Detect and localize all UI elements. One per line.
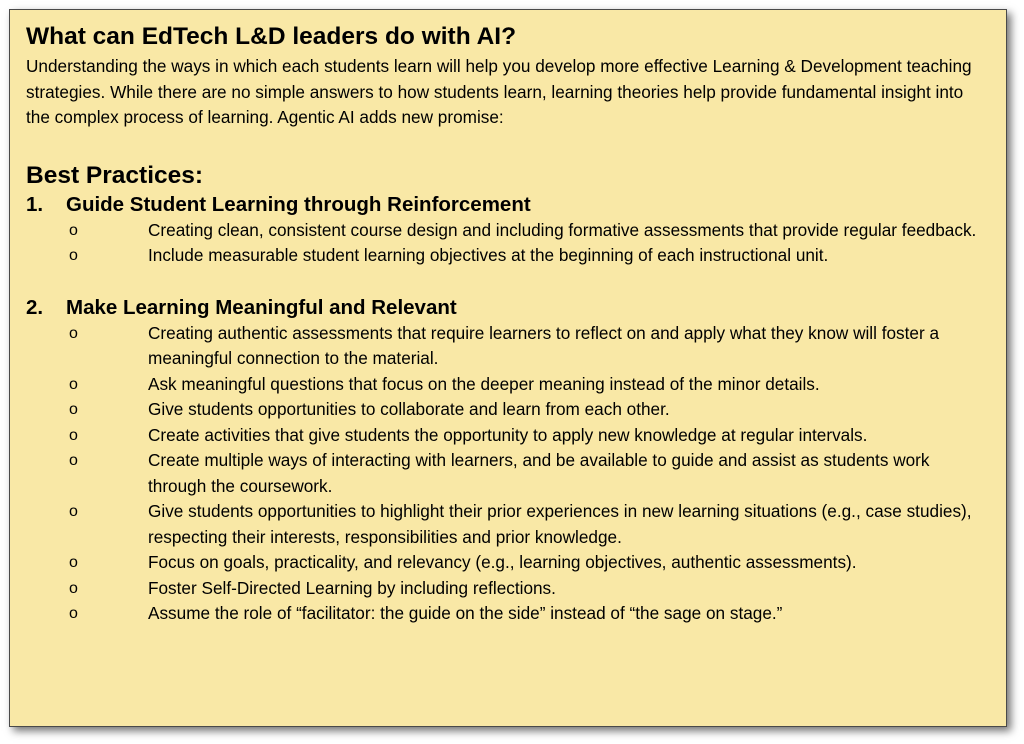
info-card [9,9,1007,727]
list-item-text: Ask meaningful questions that focus on the deeper meaning instead of the minor details. [148,373,820,394]
list-item-text: Assume the role of “facilitator: the guide on the side” instead of “the sage on stage.” [148,603,783,623]
section-2 [25,294,990,627]
bullet-icon: o [69,426,78,444]
list-item-text: Creating clean, consistent course design and including formative assessments that provide regular feedback. [148,219,977,240]
list-item-text: Include measurable student learning objectives at the beginning of each instructional unit. [148,245,829,265]
list-item [25,218,990,244]
list-item [25,397,990,423]
list-item [25,243,990,269]
list-item [25,448,990,499]
list-item [25,423,990,449]
section-heading [25,294,990,321]
bullet-icon: o [69,605,78,622]
section-1 [25,191,990,269]
section-number: 1. [26,192,44,216]
best-practices-heading: Best Practices: [26,161,204,189]
section-title: Guide Student Learning through Reinforcement [66,192,531,216]
list-item [25,550,990,576]
bullet-icon: o [69,375,78,393]
bullet-icon: o [69,247,78,264]
list-item [25,372,990,398]
section-number: 2. [26,295,44,319]
bullet-icon: o [69,401,78,418]
list-item [25,499,990,550]
list-item [25,576,990,602]
list-item-text: Foster Self-Directed Learning by including reflections. [148,577,556,598]
list-item-text: Give students opportunities to collaborate and learn from each other. [148,399,670,419]
list-item-text: Creating authentic assessments that require learners to reflect on and apply what they know will foster a meaningful connection to the material. [148,322,940,368]
bullet-icon: o [69,554,78,571]
list-item-text: Create activities that give students the opportunity to apply new knowledge at regular intervals. [148,424,868,445]
list-item-text: Give students opportunities to highlight their prior experiences in new learning situations (e.g., case studies), respecting their interests, responsibilities and prior knowledge. [148,501,972,547]
section-title: Make Learning Meaningful and Relevant [66,295,457,319]
bullet-icon: o [69,452,78,469]
bullet-list [25,321,990,627]
list-item-text: Create multiple ways of interacting with learners, and be available to guide and assist as students work through the coursework. [148,450,930,496]
list-item [25,601,990,627]
bullet-icon: o [69,221,78,239]
bullet-icon: o [69,579,78,597]
list-item-text: Focus on goals, practicality, and relevancy (e.g., learning objectives, authentic assessments). [148,552,857,572]
bullet-icon: o [69,324,78,342]
list-item [25,321,990,372]
intro-paragraph: Understanding the ways in which each students learn will help you develop more effective Learning & Development teaching strategies. While there are no simple answers to how students learn, learning theories help provide fundamental insight into the complex process of learning. Agentic AI adds new promise: [26,56,972,127]
page-title: What can EdTech L&D leaders do with AI? [26,23,517,50]
bullet-icon: o [69,503,78,520]
bullet-list [25,218,990,269]
section-heading [25,191,990,218]
